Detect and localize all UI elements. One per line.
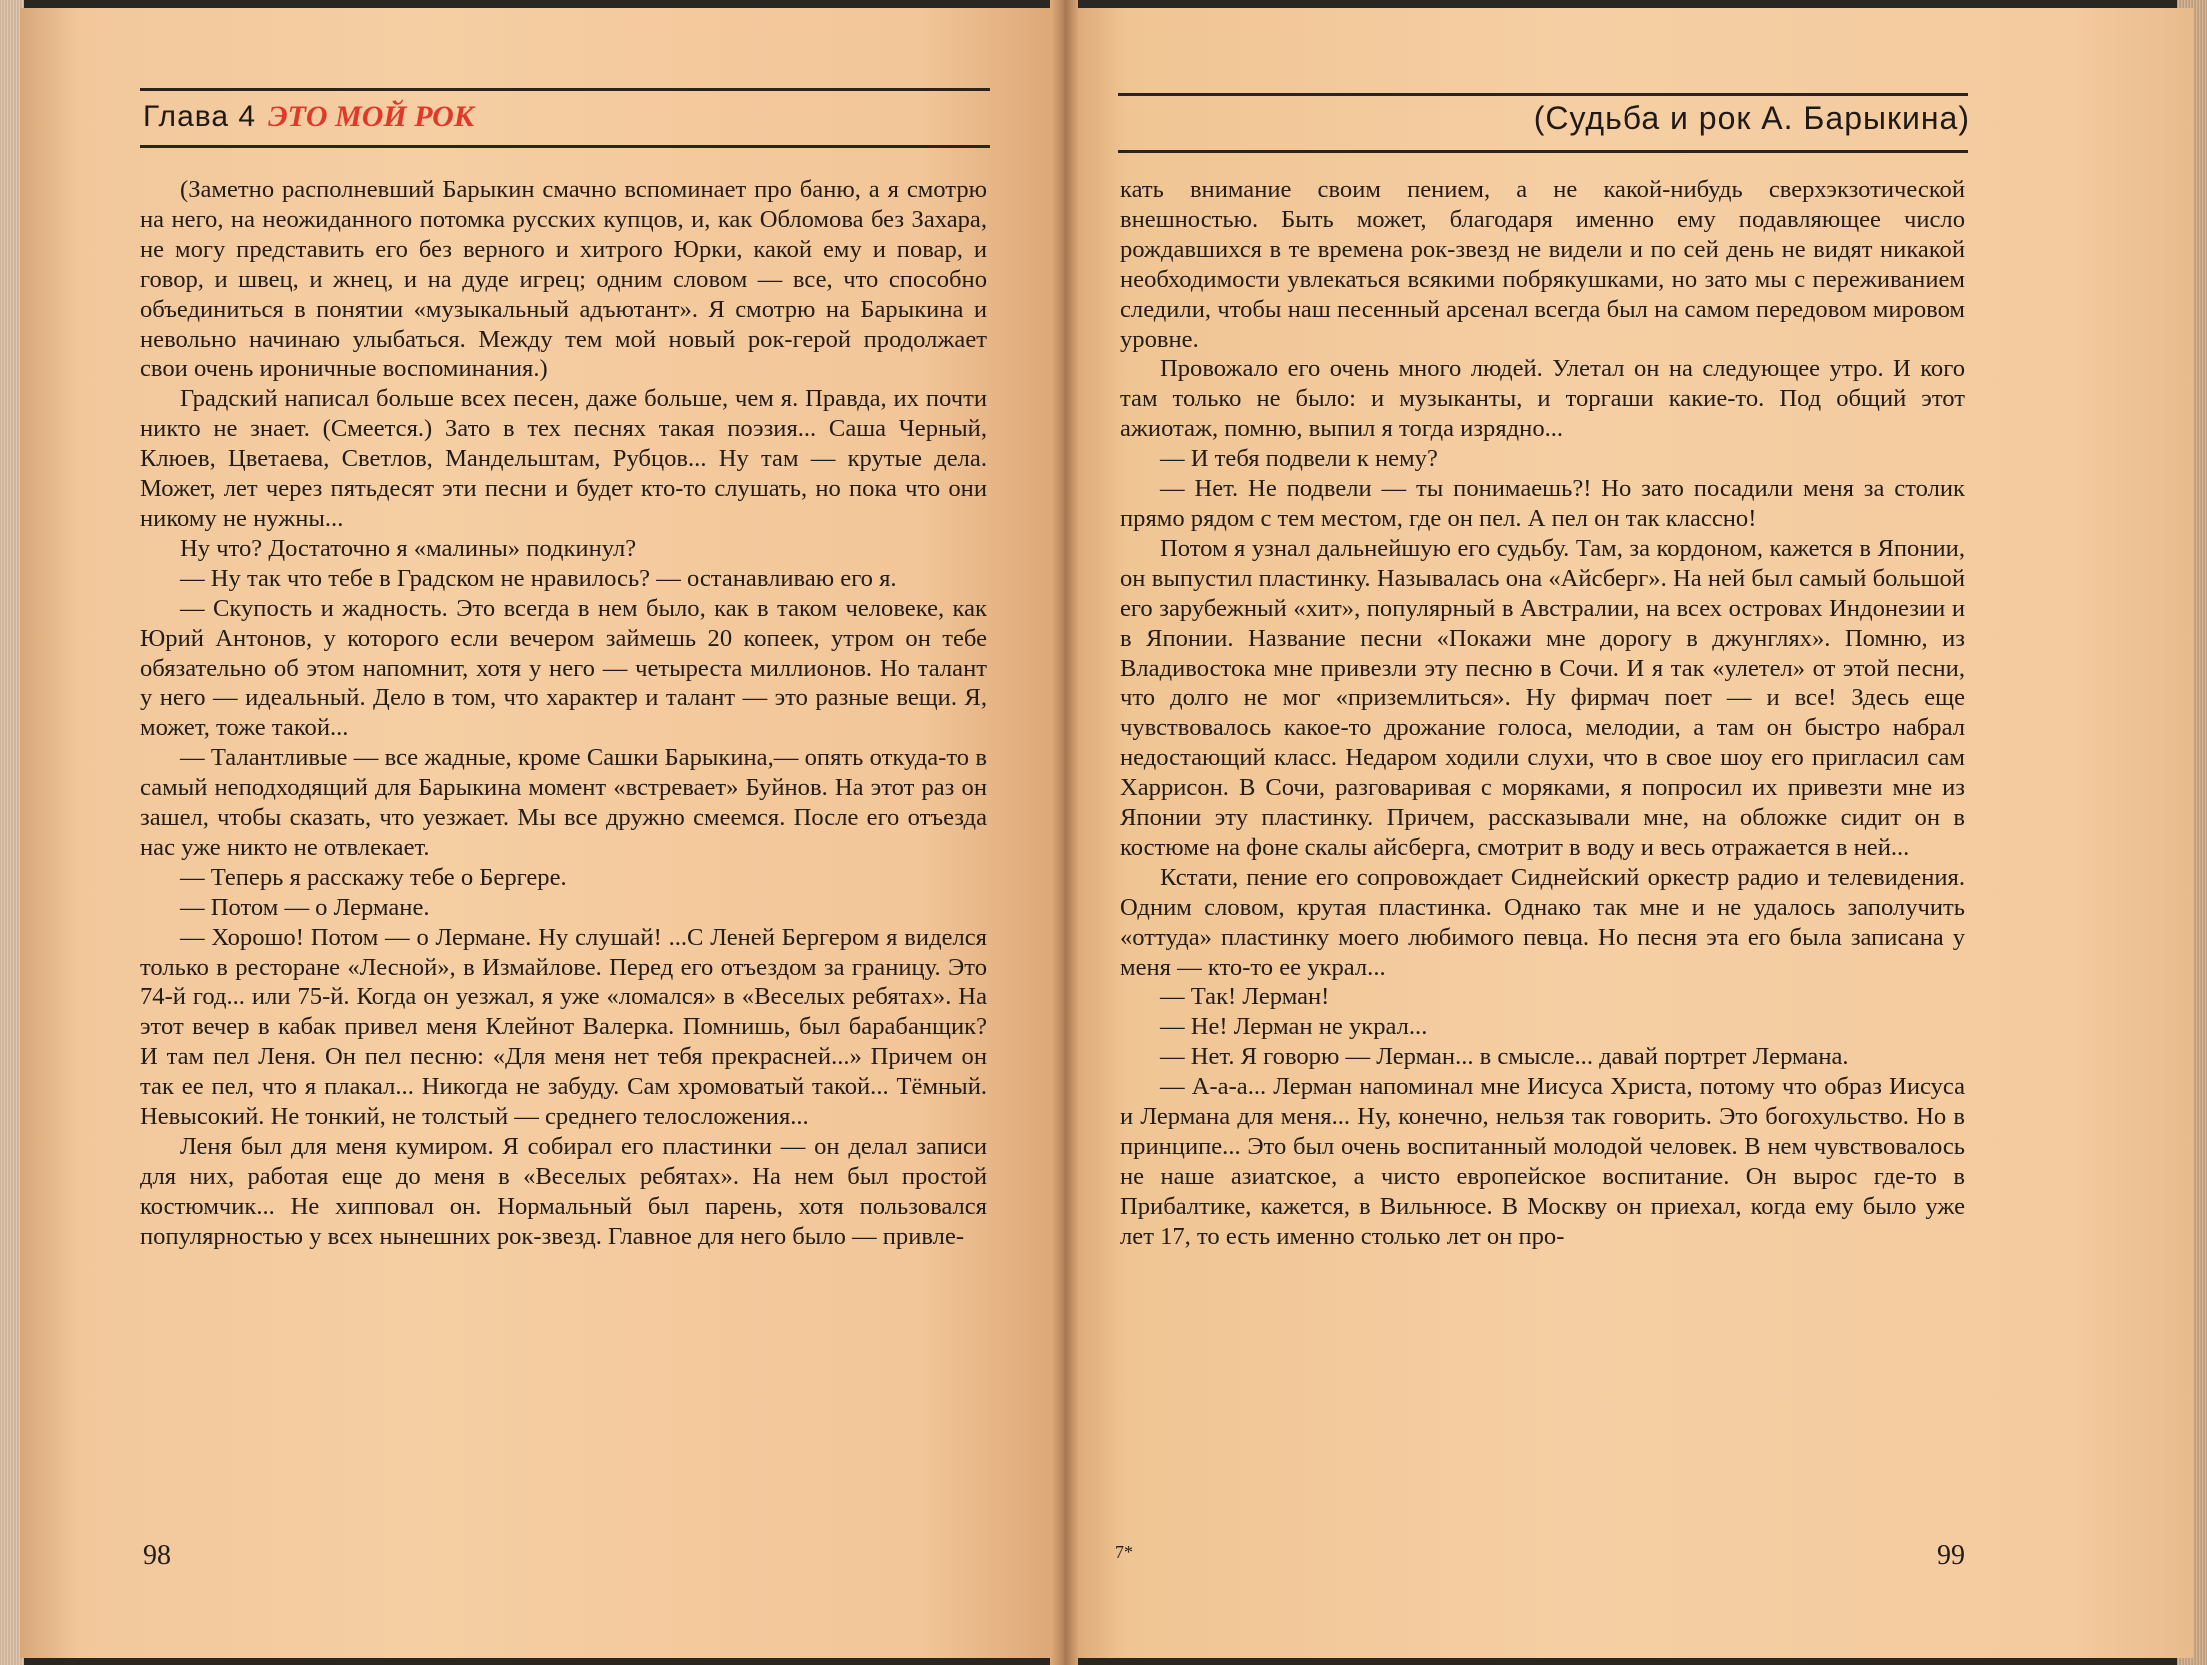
right-header-bottom-rule bbox=[1118, 150, 1968, 153]
left-body-text bbox=[140, 175, 987, 1252]
paragraph: Потом я узнал дальнейшую его судьбу. Там, за кордоном, кажется в Японии, он выпустил пластинку. Называлась она «Айсберг». На ней был самый большой его зарубежный «хит», популярный в Австралии, на всех островах Индонезии и в Японии. Название песни «Покажи мне дорогу в джунглях». Помню, из Владивостока мне привезли эту песню в Сочи. И я так «улетел» от этой песни, что долго не мог «приземлиться». Ну фирмач поет — и все! Здесь еще чувствовалось какое-то дрожание голоса, мелодии, а там он быстро набрал недостающий класс. Недаром ходили слухи, что в свое шоу его пригласил сам Харрисон. В Сочи, разговаривая с моряками, я попросил их привезти мне из Японии эту пластинку. Причем, рассказывали мне, на обложке сидит он в костюме на фоне скалы айсберга, смотрит в воду и весь отражается в ней... bbox=[1120, 534, 1965, 861]
paragraph: Градский написал больше всех песен, даже больше, чем я. Правда, их почти никто не знает. (Смеется.) Зато в тех песнях такая поэзия... Саша Черный, Клюев, Цветаева, Светлов, Мандельштам, Рубцов... Ну там — крутые дела. Может, лет через пятьдесят эти песни и будет кто-то слушать, но пока что они никому не нужны... bbox=[140, 385, 987, 532]
paragraph: Кстати, пение его сопровождает Сиднейский оркестр радио и телевидения. Одним словом, крутая пластинка. Однако так мне и не удалось заполучить «оттуда» пластинку моего любимого певца. Но песня эта его была записана у меня — кто-то ее украл... bbox=[1120, 863, 1965, 981]
signature-mark: 7* bbox=[1115, 1542, 1133, 1562]
paragraph: Ну что? Достаточно я «малины» подкинул? bbox=[180, 534, 637, 562]
chapter-title: ЭТО МОЙ РОК bbox=[268, 100, 475, 133]
paragraph: — Нет. Я говорю — Лерман... в смысле... давай портрет Лермана. bbox=[1160, 1043, 1849, 1071]
paragraph: — Потом — о Лермане. bbox=[180, 893, 430, 921]
right-running-title: (Судьба и рок А. Барыкина) bbox=[1533, 100, 1970, 136]
paragraph: — Талантливые — все жадные, кроме Сашки Барыкина,— опять откуда-то в самый неподходящий для Барыкина момент «встревает» Буйнов. На этот раз он зашел, чтобы сказать, что уезжает. Мы все дружно смеемся. После его отъезда нас уже никто не отвлекает. bbox=[140, 744, 987, 861]
paragraph: — Скупость и жадность. Это всегда в нем было, как в таком человеке, как Юрий Антонов, у которого если вечером займешь 20 копеек, утром он тебе обязательно об этом напомнит, хотя у него — четыреста миллионов. Но талант у него — идеальный. Дело в том, что характер и талант — это разные вещи. Я, может, тоже такой... bbox=[140, 594, 987, 742]
paragraph: Провожало его очень много людей. Улетал он на следующее утро. И кого там только не было: и музыканты, и торгаши какие-то. Под общий этот ажиотаж, помню, выпил я тогда изрядно... bbox=[1120, 355, 1965, 443]
left-running-head bbox=[143, 100, 474, 134]
paragraph: — А-а-а... Лерман напоминал мне Иисуса Христа, потому что образ Иисуса и Лермана для меня... Ну, конечно, нельзя так говорить. Это богохульство. Но в принципе... Это был очень воспитанный молодой человек. В нем чувствовалось не наше азиатское, а чисто европейское воспитание. Он вырос где-то в Прибалтике, кажется, в Вильнюсе. В Москву он приехал, когда ему было уже лет 17, то есть именно столько лет он про- bbox=[1120, 1073, 1965, 1250]
paragraph: — Так! Лерман! bbox=[1160, 983, 1330, 1011]
book-gutter bbox=[1050, 0, 1078, 1665]
left-header-bottom-rule bbox=[140, 145, 990, 148]
paragraph: кать внимание своим пением, а не какой-нибудь сверхэкзотической внешностью. Быть может, благодаря именно ему подавляющее число рождавшихся в те времена рок-звезд не видели и по сей день не видят никакой необходимости увлекаться всякими побрякушками, но зато мы с переживанием следили, чтобы наш песенный арсенал всегда был на самом передовом мировом уровне. bbox=[1120, 176, 1965, 353]
paragraph: — И тебя подвели к нему? bbox=[1160, 445, 1438, 473]
right-body-text bbox=[1120, 175, 1965, 1252]
chapter-label: Глава 4 bbox=[143, 100, 257, 133]
paragraph: Леня был для меня кумиром. Я собирал его пластинки — он делал записи для них, работая еще до меня в «Веселых ребятах». На нем был простой костюмчик... Не хипповал он. Нормальный был парень, хотя пользовался популярностью у всех нынешних рок-звезд. Главное для него было — привле- bbox=[140, 1133, 987, 1250]
paragraph: — Теперь я расскажу тебе о Бергере. bbox=[180, 863, 567, 891]
paragraph: (Заметно располневший Барыкин смачно вспоминает про баню, а я смотрю на него, на неожиданного потомка русских купцов, и, как Обломова без Захара, не могу представить его без верного и хитрого Юрки, какой ему и повар, и говор, и швец, и жнец, и на дуде игрец; одним словом — все, что способно объединиться в понятии «музыкальный адъютант». Я смотрю на Барыкина и невольно начинаю улыбаться. Между тем мой новый рок-герой продолжает свои очень ироничные воспоминания.) bbox=[140, 176, 987, 383]
paragraph: — Хорошо! Потом — о Лермане. Ну слушай! ...С Леней Бергером я виделся только в ресторане «Лесной», в Измайлове. Перед его отъездом за границу. Это 74-й год... или 75-й. Когда он уезжал, я уже «ломался» в «Веселых ребятах». На этот вечер в кабак привел меня Клейнот Валерка. Помнишь, был барабанщик? И там пел Леня. Он пел песню: «Для меня нет тебя прекрасней...» Причем он так ее пел, что я плакал... Никогда не забуду. Сам хромоватый такой... Тёмный. Невысокий. Не тонкий, не толстый — среднего телосложения... bbox=[140, 923, 987, 1131]
left-page-number: 98 bbox=[143, 1540, 171, 1571]
paragraph: — Не! Лерман не украл... bbox=[1160, 1013, 1428, 1041]
right-header-top-rule bbox=[1118, 93, 1968, 96]
left-header-top-rule bbox=[140, 88, 990, 91]
paragraph: — Нет. Не подвели — ты понимаешь?! Но зато посадили меня за столик прямо рядом с тем местом, где он пел. А пел он так классно! bbox=[1120, 475, 1965, 532]
right-page-number: 99 bbox=[1937, 1540, 1965, 1571]
paragraph: — Ну так что тебе в Градском не нравилось? — останавливаю его я. bbox=[180, 564, 897, 592]
